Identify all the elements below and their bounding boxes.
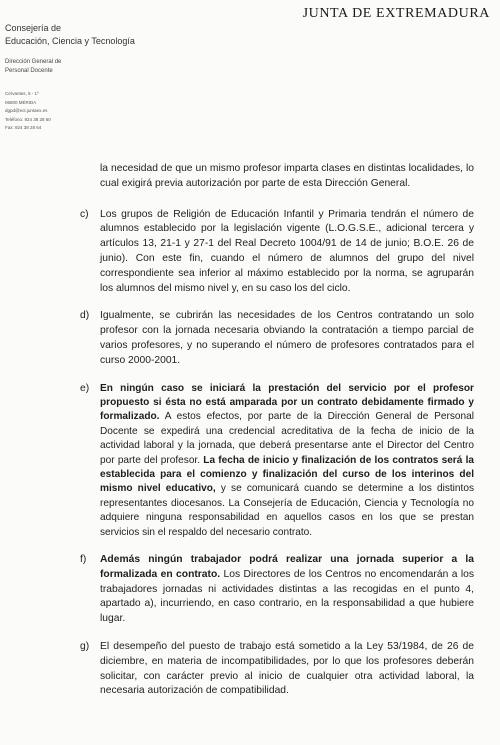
list-item-f — [78, 553, 474, 627]
item-letter: e) — [80, 382, 90, 394]
department-line: Dirección General de — [5, 59, 62, 65]
item-text: El desempeño del puesto de trabajo está sometido a la Ley 53/1984, de 26 de diciembre, en materia de incompatibilidades, por lo que los profesores deberán solicitar, con carácter previo al inicio de cualquier otra actividad laboral, la necesaria autorización de compatibilidad. — [100, 641, 474, 697]
item-text-segment: A estos efectos, por parte de la Dirección General de Personal Docente se expedirá una credencial acreditativa de la fecha de inicio de la actividad laboral y la jornada, que deberá presentarse ante el Director del Centro por parte del profesor. — [100, 411, 474, 466]
item-letter: f) — [80, 554, 87, 566]
address-line: Fax: 924 38 28 64 — [5, 125, 42, 131]
list-item-c — [78, 208, 474, 297]
item-text — [100, 382, 474, 540]
paragraph-continuation — [78, 162, 474, 192]
org-line: Consejería de — [5, 23, 62, 33]
brand-header: JUNTA DE EXTREMADURA — [302, 6, 490, 21]
department-line: Personal Docente — [5, 68, 53, 74]
address-line: 06800 MÉRIDA — [5, 99, 37, 105]
item-text: Igualmente, se cubrirán las necesidades de los Centros contratando un solo profesor con la jornada necesaria obviando la contratación a tiempo parcial de varios profesores, y no superando el número de profesores contratados para el curso 2000-2001. — [100, 310, 474, 366]
org-name — [5, 22, 165, 48]
item-text: Los grupos de Religión de Educación Infantil y Primaria tendrán el número de alumnos establecido por la legislación vigente (L.O.G.S.E., adicional tercera y artículos 13, 21-1 y 27-1 del Real Decreto 1004/91 de 14 de junio; B.O.E. 26 de junio). Con este fin, cuando el número de alumnos del grupo del nivel correspondiente sea inferior al máximo establecido por la norma, se agruparán los alumnos del mismo nivel y, en su caso los del ciclo. — [100, 208, 474, 294]
letterhead-org-block — [5, 22, 165, 133]
list-item-g — [78, 640, 474, 699]
document-body — [78, 162, 474, 712]
list-item-e — [78, 382, 474, 540]
list-item-d — [78, 309, 474, 368]
address-line: dgpd@ect.juntaex.es — [5, 108, 48, 114]
item-letter: g) — [80, 641, 90, 653]
item-bold-text: En ningún caso se iniciará la prestación del servicio por el profesor propuesto si ésta no está amparada por un contrato debidamente firmado y formalizado. — [100, 382, 474, 423]
paragraph-text: la necesidad de que un mismo profesor imparta clases en distintas localidades, lo cual exigirá previa autorización por parte de esta Dirección General. — [100, 163, 474, 189]
address-line: Teléfono: 924 38 28 60 — [5, 116, 51, 122]
item-text-segment: Los Directores de los Centros no encomendarán a los trabajadores jornadas ni actividades distintas a las recogidas en el punto 4, apartado a), incurriendo, en caso contrario, en la responsabilidad a que hubiere lugar. — [100, 568, 474, 625]
department-name — [5, 58, 165, 76]
item-bold-text: Además ningún trabajador podrá realizar una jornada superior a la formalizada en contrato. — [100, 554, 474, 580]
item-letter: c) — [80, 208, 89, 220]
item-bold-text: La fecha de inicio y finalización de los contratos será la establecida para el comienzo y finalización del curso de los interinos del mismo nivel educativo, — [100, 454, 475, 495]
address-block — [5, 90, 165, 133]
item-text-segment: y se comunicará cuando se determine a los distintos representantes diocesanos. La Consejería de Educación, Ciencia y Tecnología no adquiere ninguna responsabilidad en aquellos casos en los que se prestan servicios sin el respaldo del necesario contrato. — [100, 483, 475, 538]
item-text — [100, 553, 474, 627]
org-line: Educación, Ciencia y Tecnología — [5, 36, 135, 46]
item-letter: d) — [80, 310, 90, 322]
address-line: Cervantes, 5 - 1º — [5, 91, 39, 96]
